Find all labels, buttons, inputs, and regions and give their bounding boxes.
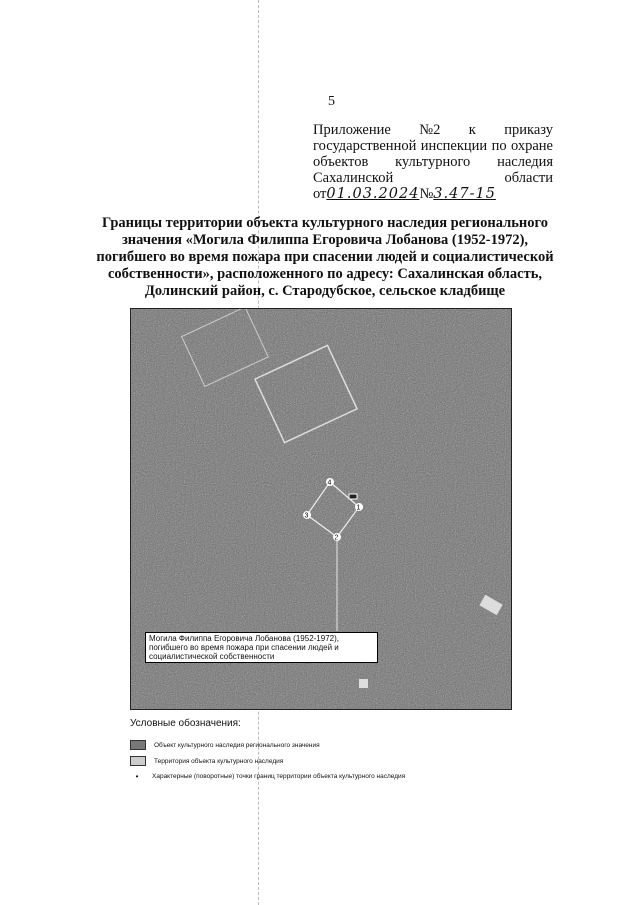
text: охране — [510, 138, 553, 154]
legend-item-object — [130, 740, 320, 750]
text: объектов — [313, 154, 369, 170]
point-label: 1 — [356, 504, 361, 512]
text: приказу — [504, 122, 553, 138]
appendix-header — [313, 122, 553, 202]
point-label: 4 — [327, 479, 332, 487]
text: инспекции — [420, 138, 488, 154]
text: №2 — [419, 122, 441, 138]
legend-item-points — [130, 772, 405, 781]
document-title: Границы территории объекта культурного наследия регионального значения «Могила Филиппа Егоровича Лобанова (1952-1972), погибшего во время пожара при спасении людей и социалистической собственности», расположенного по адресу: Сахалинская область, Долинский район, с. Стародубское, сельское кладбище — [96, 215, 554, 299]
text: Сахалинской — [313, 170, 394, 186]
text: наследия — [497, 154, 553, 170]
text: государственной — [313, 138, 417, 154]
point-label: 2 — [334, 534, 339, 542]
legend-label: Объект культурного наследия регионального значения — [154, 741, 320, 749]
page-number: 5 — [328, 94, 335, 109]
text: культурного — [395, 154, 471, 170]
territory-swatch-icon — [130, 756, 146, 766]
text: Приложение — [313, 122, 391, 138]
text: к — [468, 122, 476, 138]
map-callout: Могила Филиппа Егоровича Лобанова (1952-1972), погибшего во время пожара при спасении людей и социалистической собственности — [145, 632, 378, 663]
number-prefix: № — [419, 186, 434, 202]
handwritten-number: 3.47-15 — [433, 186, 496, 202]
handwritten-date: 01.03.2024 — [326, 186, 420, 202]
text: по — [491, 138, 507, 154]
point-marker-icon: • — [135, 772, 139, 781]
legend-label: Территория объекта культурного наследия — [154, 757, 284, 765]
date-prefix: от — [313, 186, 327, 202]
legend-item-territory — [130, 756, 283, 766]
point-label: 3 — [304, 512, 309, 520]
legend-label: Характерные (поворотные) точки границ территории объекта культурного наследия — [152, 773, 406, 780]
heritage-object — [349, 494, 357, 499]
text: области — [504, 170, 553, 186]
legend-title: Условные обозначения: — [130, 718, 241, 729]
object-swatch-icon — [130, 740, 146, 750]
